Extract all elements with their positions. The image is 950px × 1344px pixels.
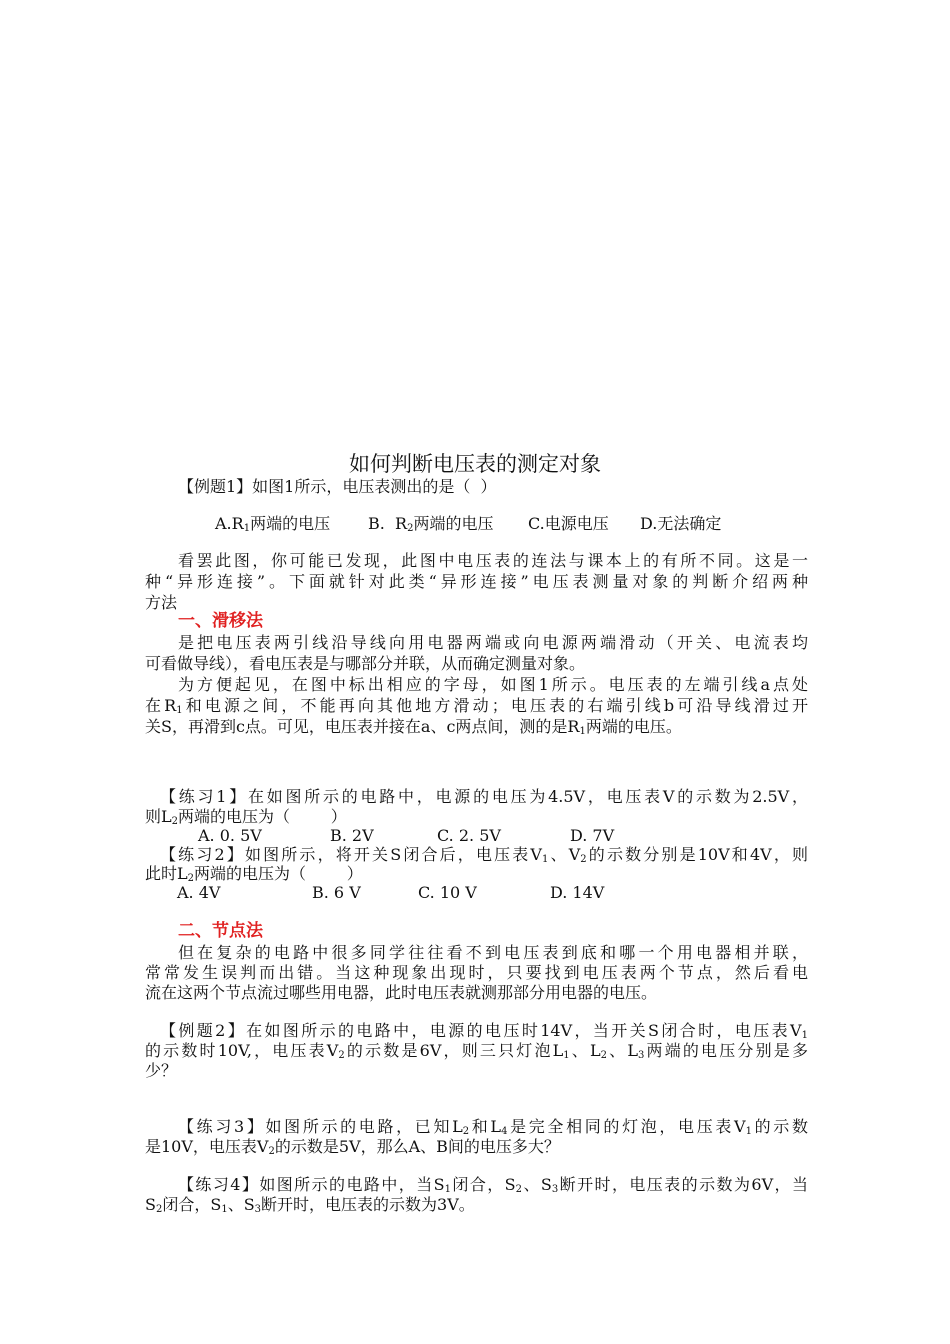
practice1-option-a: A. 0. 5V (198, 826, 262, 845)
practice2-line-2: 此时$L_2$两端的电压为（ ） (145, 864, 363, 884)
example2-line-1: 【例题2】在如图所示的电路中，电源的电压时14V，当开关S闭合时，电压表$V_1$ (160, 1021, 808, 1041)
practice3-line-1: 【练习3】如图所示的电路，已知$L_2$和$L_4$是完全相同的灯泡，电压表$V_1$的示数 (178, 1117, 808, 1137)
document-title: 如何判断电压表的测定对象 (349, 452, 601, 476)
practice1-option-d: D. 7V (570, 826, 615, 845)
intro-line-3: 方法 (145, 593, 178, 612)
practice1-option-c: C. 2. 5V (437, 826, 501, 845)
example1-option-d: D.无法确定 (640, 514, 722, 533)
practice2-option-d: D. 14V (550, 883, 605, 902)
practice2-option-a: A. 4V (177, 883, 221, 902)
section1-p1-line-1: 是把电压表两引线沿导线向用电器两端或向电源两端滑动（开关、电流表均 (178, 633, 808, 652)
example1-option-a: $A.R_1$两端的电压 (215, 514, 331, 534)
section2-line-1: 但在复杂的电路中很多同学往往看不到电压表到底和哪一个用电器相并联， (178, 943, 808, 962)
practice1-line-2: 则$L_2$两端的电压为（ ） (145, 807, 347, 827)
section2-line-2: 常常发生误判而出错。当这种现象出现时，只要找到电压表两个节点，然后看电 (145, 963, 808, 982)
practice1-option-b: B. 2V (330, 826, 374, 845)
example2-line-3: 少？ (145, 1061, 178, 1080)
section2-line-3: 流在这两个节点流过哪些用电器，此时电压表就测那部分用电器的电压。 (145, 983, 658, 1002)
practice4-line-2: $S_2$闭合，$S_1$、$S_3$断开时，电压表的示数为3V。 (145, 1195, 475, 1215)
practice2-option-b: B. 6 V (312, 883, 361, 902)
intro-line-2: 种“异形连接”。下面就针对此类“异形连接”电压表测量对象的判断介绍两种 (145, 572, 808, 591)
section1-p2-line-1: 为方便起见，在图中标出相应的字母，如图1所示。电压表的左端引线a点处 (178, 675, 808, 694)
practice1-line-1: 【练习1】在如图所示的电路中，电源的电压为4.5V，电压表V的示数为2.5V， (160, 787, 808, 806)
example1-question: 【例题1】如图1所示，电压表测出的是（ ） (178, 477, 497, 496)
section1-p2-line-3: 关S，再滑到c点。可见，电压表并接在a、c两点间，测的是$R_1$两端的电压。 (145, 717, 682, 737)
example1-option-c: C.电源电压 (528, 514, 609, 533)
practice2-line-1: 【练习2】如图所示，将开关S闭合后，电压表$V_1$、$V_2$的示数分别是10V和4V，则 (160, 845, 808, 865)
example1-option-b: B. $R_2$两端的电压 (368, 514, 494, 534)
example2-line-2: 的示数时10V,，电压表$V_2$的示数是6V，则三只灯泡$L_1$、$L_2$、$L_3$两端的电压分别是多 (145, 1041, 808, 1061)
section1-p2-line-2: 在$R_1$和电源之间，不能再向其他地方滑动；电压表的右端引线b可沿导线滑过开 (145, 696, 808, 716)
practice3-line-2: 是10V，电压表$V_2$的示数是5V，那么A、B间的电压多大？ (145, 1137, 560, 1157)
section1-p1-line-2: 可看做导线），看电压表是与哪部分并联，从而确定测量对象。 (145, 654, 586, 673)
section2-heading: 二、节点法 (178, 921, 263, 941)
intro-line-1: 看罢此图，你可能已发现，此图中电压表的连法与课本上的有所不同。这是一 (178, 551, 808, 570)
practice4-line-1: 【练习4】如图所示的电路中，当$S_1$闭合，$S_2$、$S_3$断开时，电压表的示数为6V，当 (178, 1175, 808, 1195)
section1-heading: 一、滑移法 (178, 611, 263, 631)
practice2-option-c: C. 10 V (418, 883, 477, 902)
